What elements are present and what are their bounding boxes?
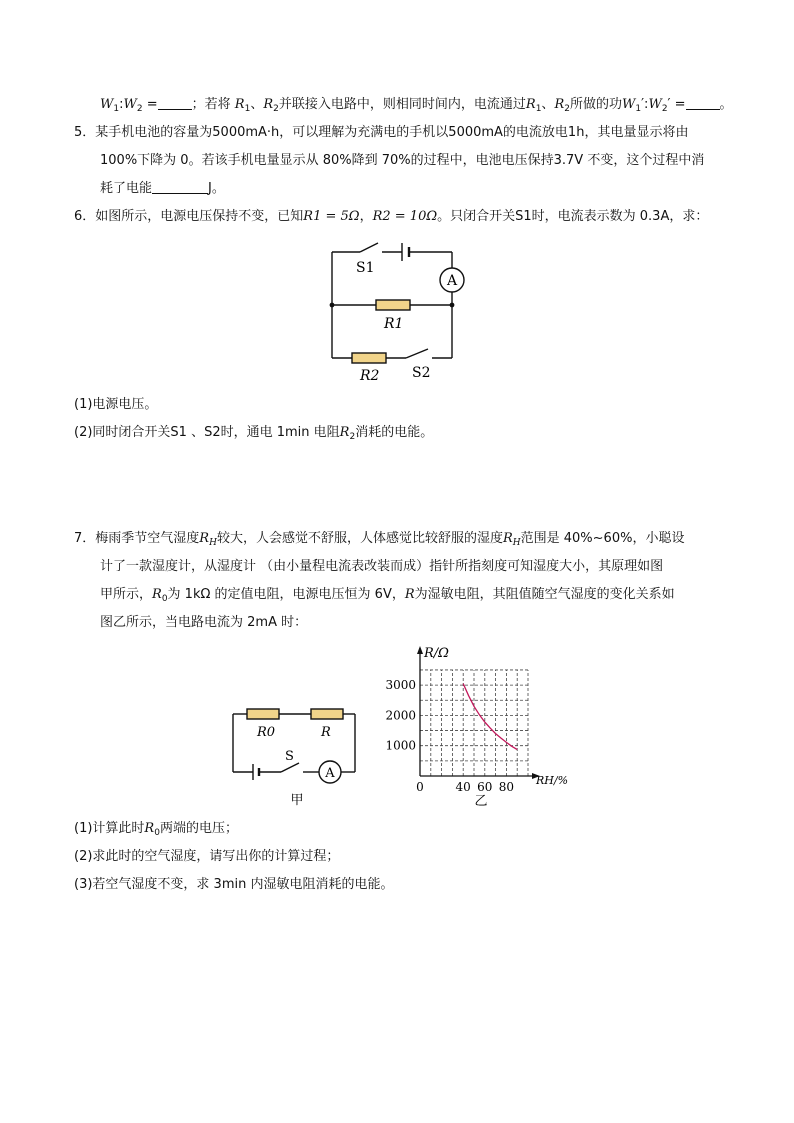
x-tick-label: 80 [498, 780, 515, 794]
q5-text-3a: 耗了电能 [100, 181, 153, 196]
q7-line-1: 7．梅雨季节空气湿度$R_H$较大，人会感觉不舒服，人体感觉比较舒服的湿度$R_H$范围是 40%~60%，小聪设 [74, 531, 685, 548]
q6-sub2-text-b: 消耗的电能。 [355, 425, 434, 440]
q4-text-2: 并联接入电路中，则相同时间内，电流通过 [278, 97, 526, 112]
q7-circuit-diagram [225, 700, 365, 812]
q7-sub-3: (3)若空气湿度不变，求 3min 内湿敏电阻消耗的电能。 [74, 877, 394, 892]
q6-text-1: 如图所示，电源电压保持不变，已知 [95, 209, 304, 224]
q6-circuit-diagram [320, 232, 470, 382]
q7-text-1a: 梅雨季节空气湿度 [95, 531, 200, 546]
q4-tail-line: $W_1:W_2$ = ；若将 $R_1$、$R_2$并联接入电路中，则相同时间内，电流通过$R_1$、$R_2$所做的功$W_1':W_2'$ = 。 [100, 97, 733, 114]
q6-sub-2: (2)同时闭合开关S1 、S2时，通电 1min 电阻$R_2$消耗的电能。 [74, 425, 434, 442]
q6-sub-1: (1)电源电压。 [74, 397, 158, 412]
chart-series [463, 684, 517, 750]
q6-sub2-text-a: (2)同时闭合开关S1 、S2时，通电 1min 电阻 [74, 425, 340, 440]
q7-line-4: 图乙所示，当电路电流为 2mA 时： [100, 615, 308, 630]
q6-s2-label: S2 [412, 365, 431, 381]
y-tick-label: 3000 [385, 678, 416, 693]
chart-grid [420, 670, 528, 776]
q7-s-label: S [285, 749, 294, 764]
q7-number: 7． [74, 531, 96, 546]
q5-line-2: 100%下降为 0。若该手机电量显示从 80%降到 70%的过程中，电池电压保持3.7V 不变，这个过程中消 [100, 153, 705, 168]
chart-caption: 乙 [474, 794, 488, 809]
q5-number: 5． [74, 125, 96, 140]
q5-text-1: 某手机电池的容量为5000mA·h，可以理解为充满电的手机以5000mA的电流放电1h，其电量显示将由 [95, 125, 689, 140]
q7-r-label: R [321, 725, 331, 740]
q6-r2-label: R2 [360, 368, 380, 382]
q7-sub1-text-a: (1)计算此时 [74, 821, 145, 836]
q7-sub-1: (1)计算此时$R_0$两端的电压； [74, 821, 238, 838]
q7-line-2: 计了一款湿度计，从湿度计 （由小量程电流表改装而成）指针所指刻度可知湿度大小，其原理如图 [100, 559, 664, 574]
q6-s1-label: S1 [356, 260, 375, 276]
x-tick-label: 60 [477, 780, 493, 794]
q6-ammeter-label: A [446, 273, 458, 289]
q7-text-1c: 范围是 40%~60%，小聪设 [520, 531, 685, 546]
q6-r1-value: R1 = 5Ω [303, 209, 360, 224]
resistance-curve [463, 684, 517, 750]
q7-text-3b: 为 1kΩ 的定值电阻，电源电压恒为 6V， [167, 587, 405, 602]
q5-answer-blank[interactable] [152, 181, 208, 194]
q7-line-3: 甲所示，$R_0$为 1kΩ 的定值电阻，电源电压恒为 6V，R为湿敏电阻，其阻值随空气湿度的变化关系如 [100, 587, 675, 604]
q6-line-1: 6．如图所示，电源电压保持不变，已知R1 = 5Ω，R2 = 10Ω。只闭合开关S1时，电流表示数为 0.3A，求： [74, 209, 709, 224]
q7-circuit-caption: 甲 [290, 793, 304, 808]
q7-text-3a: 甲所示， [100, 587, 153, 602]
chart-y-axis-label: R/Ω [424, 646, 449, 661]
q6-number: 6． [74, 209, 96, 224]
q7-sub-2: (2)求此时的空气湿度，请写出你的计算过程； [74, 849, 340, 864]
q4-text-1: ；若将 [191, 97, 231, 112]
q7-text-1b: 较大，人会感觉不舒服，人体感觉比较舒服的湿度 [216, 531, 503, 546]
q5-line-1 [74, 124, 688, 142]
q7-ammeter-label: A [325, 766, 335, 781]
q7-sub1-text-b: 两端的电压； [159, 821, 238, 836]
q6-r2-value: R2 = 10Ω [372, 209, 438, 224]
x-tick-label: 40 [455, 780, 471, 794]
x-tick-label: 0 [416, 780, 424, 794]
q5-text-3b: J。 [208, 181, 225, 196]
q5-line-3 [100, 180, 225, 198]
q4-period: 。 [719, 97, 733, 112]
humidity-resistance-chart [380, 640, 580, 812]
q4-text-3: 所做的功 [569, 97, 622, 112]
q6-r1-label: R1 [384, 316, 404, 332]
q7-text-3c: 为湿敏电阻，其阻值随空气湿度的变化关系如 [414, 587, 675, 602]
q6-text-2: 。只闭合开关S1时，电流表示数为 0.3A，求： [437, 209, 709, 224]
chart-x-axis-label: RH/% [536, 774, 569, 787]
y-axis-arrow [417, 646, 423, 654]
y-tick-label: 1000 [385, 738, 416, 753]
y-tick-label: 2000 [385, 708, 416, 723]
q7-r0-label: R0 [257, 725, 276, 740]
